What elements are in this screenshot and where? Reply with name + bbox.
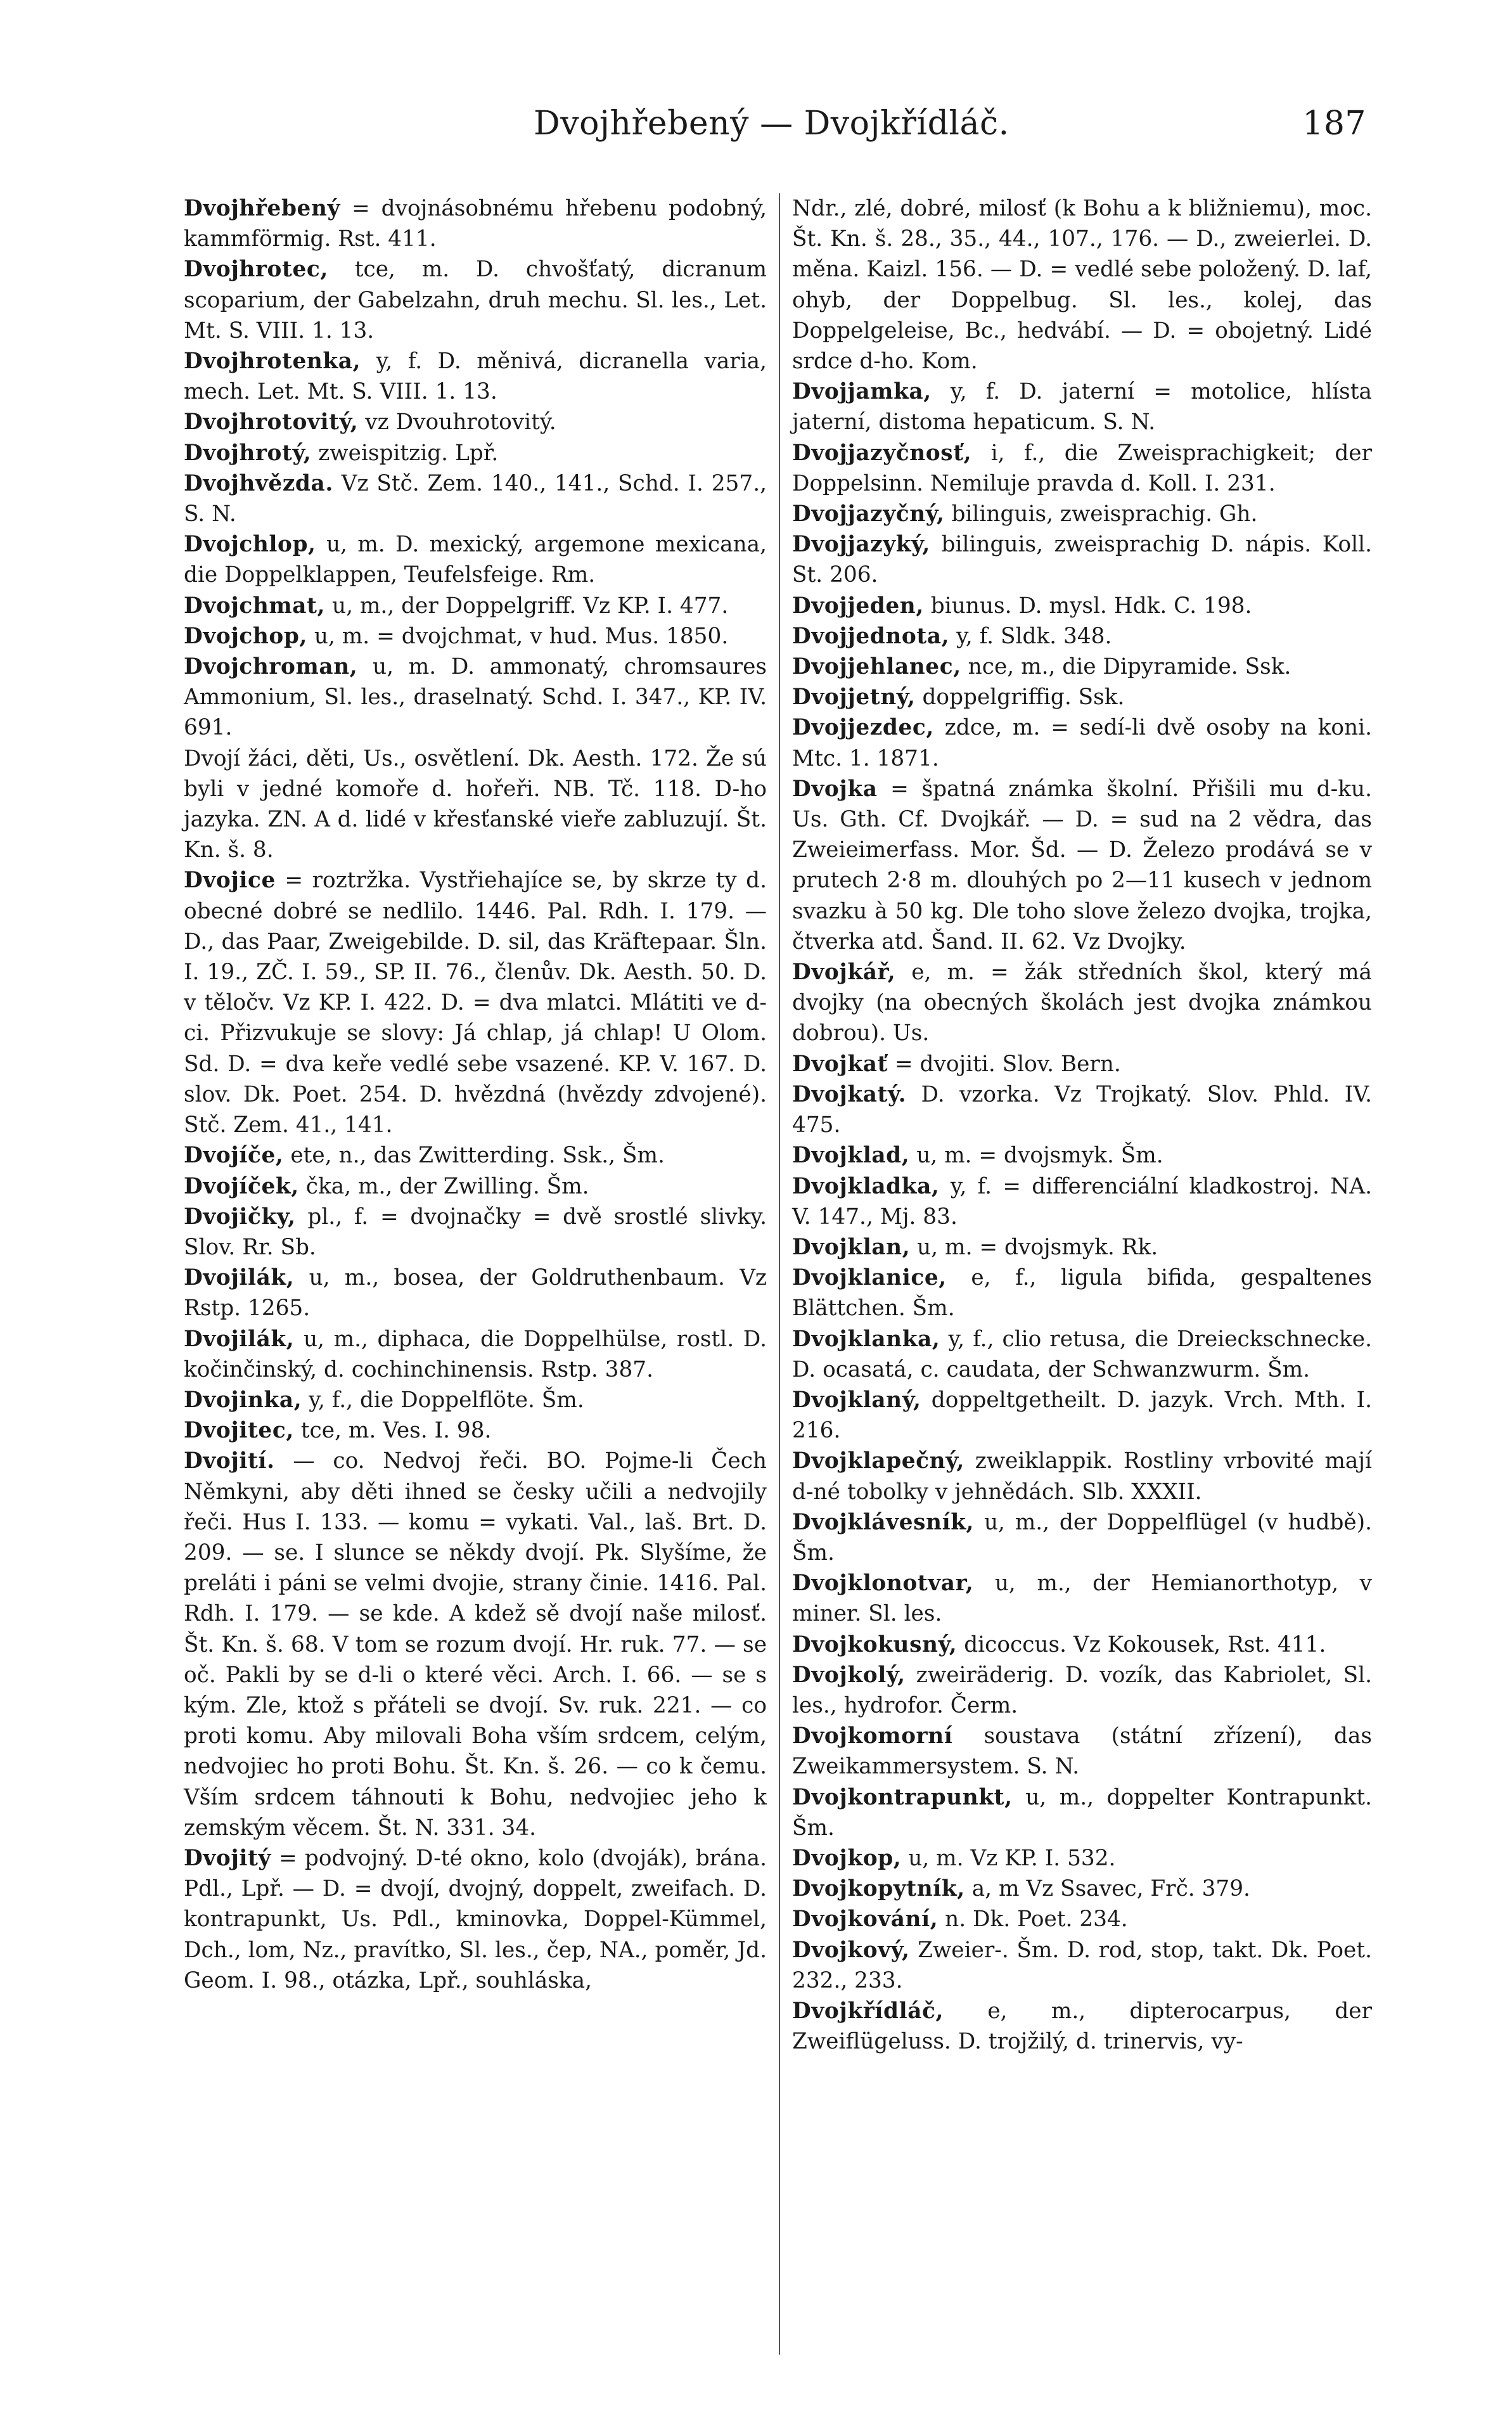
dictionary-entry: [792, 1385, 1372, 1446]
entry-headword: Dvojkať: [792, 1051, 888, 1077]
entry-definition: — co. Nedvoj řeči. BO. Pojme-li Čech Němkyni, aby děti ihned se česky učili a nedvojily řeči. Hus I. 133. — komu = vykati. Val., laš. Brt. D. 209. — se. I slunce se někdy dvojí. Pk. Slyšíme, že preláti i páni se velmi dvojie, strany činie. 1416. Pal. Rdh. I. 179. — se kde. A kdež sě dvojí naše milosť. Št. Kn. š. 68. V tom se rozum dvojí. Hr. ruk. 77. — se oč. Pakli by se d-li o které věci. Arch. I. 66. — se s kým. Zle, ktož s přáteli se dvojí. Sv. ruk. 221. — co proti komu. Aby milovali Boha vším srdcem, celým, nedvojiec ho proti Bohu. Št. Kn. š. 26. — co k čemu. Vším srdcem táhnouti k Bohu, nedvojiec jeho k zemským věcem. Št. N. 331. 34.: [184, 1448, 767, 1841]
dictionary-entry: [792, 193, 1372, 376]
running-title: Dvojhřebený — Dvojkřídláč.: [534, 105, 1009, 143]
dictionary-entry: [184, 1415, 767, 1446]
entry-headword: Dvojklapečný,: [792, 1448, 964, 1474]
dictionary-entry: [184, 1843, 767, 1996]
entry-headword: Dvojklanka,: [792, 1326, 940, 1352]
entry-headword: Dvojjazyčnosť,: [792, 440, 972, 466]
entry-definition: dicoccus. Vz Kokousek, Rst. 411.: [957, 1631, 1326, 1657]
dictionary-entry: [792, 712, 1372, 773]
entry-headword: Dvojhvězda.: [184, 470, 333, 496]
entry-definition: u, m. = dvojsmyk. Rk.: [910, 1234, 1158, 1260]
entry-definition: pl., f. = dvojnačky = dvě srostlé slivky. Slov. Rr. Sb.: [184, 1204, 767, 1260]
entry-definition: u, m. = dvojchmat, v hud. Mus. 1850.: [307, 623, 729, 649]
entry-headword: Dvojičky,: [184, 1204, 296, 1230]
entry-headword: Dvojklaný,: [792, 1387, 921, 1413]
entry-definition: = dvojiti. Slov. Bern.: [887, 1051, 1121, 1077]
entry-definition: = roztržka. Vystřiehajíce se, by skrze ty d. obecné dobré se nedlilo. 1446. Pal. Rdh. I. 179. — D., das Paar, Zweigebilde. D. sil, das Kräftepaar. Šln. I. 19., ZČ. I. 59., SP. II. 76., členův. Dk. Aesth. 50. D. v těločv. Vz KP. I. 422. D. = dva mlatci. Mlátiti ve d-ci. Přizvukuje se slovy: Já chlap, já chlap! U Olom. Sd. D. = dva keře vedlé sebe vsazené. KP. V. 167. D. slov. Dk. Poet. 254. D. hvězdná (hvězdy zdvojené). Stč. Zem. 41., 141.: [184, 868, 767, 1138]
entry-headword: Dvojhrotenka,: [184, 349, 361, 375]
dictionary-entry: [184, 346, 767, 407]
dictionary-entry: [184, 1140, 767, 1171]
entry-definition: Zweier-. Šm. D. rod, stop, takt. Dk. Poet. 232., 233.: [792, 1937, 1372, 1993]
dictionary-entry: [792, 621, 1372, 652]
entry-headword: Dvojití.: [184, 1448, 275, 1474]
entry-definition: Vz Stč. Zem. 140., 141., Schd. I. 257., S. N.: [184, 470, 767, 527]
dictionary-entry: [792, 1507, 1372, 1568]
entry-headword: Dvojjazyký,: [792, 532, 930, 558]
entry-headword: Dvojhrotec,: [184, 257, 328, 283]
entry-definition: u, m., doppelter Kontrapunkt. Šm.: [792, 1784, 1372, 1841]
dictionary-entry: [792, 1324, 1372, 1385]
entry-headword: Dvojice: [184, 868, 276, 894]
entry-headword: Dvojka: [792, 776, 878, 802]
entry-headword: Dvojchroman,: [184, 654, 358, 680]
entry-definition: y, f. D. měnivá, dicranella varia, mech. Let. Mt. S. VIII. 1. 13.: [184, 349, 767, 405]
dictionary-entry: [792, 1935, 1372, 1996]
entry-headword: Dvojklávesník,: [792, 1509, 975, 1535]
entry-definition: ete, n., das Zwitterding. Ssk., Šm.: [283, 1143, 665, 1169]
dictionary-entry: [792, 1079, 1372, 1140]
page-number: 187: [1302, 105, 1366, 143]
dictionary-entry: [184, 193, 767, 254]
dictionary-entry: [792, 1630, 1372, 1660]
dictionary-entry: [184, 865, 767, 1140]
entry-definition: i, f., die Zweisprachigkeit; der Doppelsinn. Nemiluje pravda d. Koll. I. 231.: [792, 440, 1372, 496]
entry-headword: Dvojíček,: [184, 1173, 299, 1199]
dictionary-entry: [792, 1660, 1372, 1721]
entry-headword: Dvojkop,: [792, 1845, 902, 1871]
entry-headword: Dvojchop,: [184, 623, 307, 649]
dictionary-entry: [792, 652, 1372, 682]
entry-definition: u, m. D. ammonatý, chromsaures Ammonium, Sl. les., draselnatý. Schd. I. 347., KP. IV. 691.: [184, 654, 767, 741]
dictionary-entry: [184, 254, 767, 346]
dictionary-entry: [792, 376, 1372, 437]
entry-headword: Dvojkolý,: [792, 1662, 906, 1688]
entry-definition: bilinguis, zweisprachig D. nápis. Koll. St. 206.: [792, 532, 1372, 588]
entry-definition: e, f., ligula bifida, gespaltenes Blättchen. Šm.: [792, 1265, 1372, 1322]
dictionary-entry: [792, 1996, 1372, 2057]
right-column: [792, 193, 1372, 2057]
entry-headword: Dvojhřebený: [184, 196, 341, 221]
entry-definition: u, m., diphaca, die Doppelhülse, rostl. D. kočinčinský, d. cochinchinensis. Rstp. 387.: [184, 1326, 767, 1382]
dictionary-entry: [792, 529, 1372, 590]
entry-definition: čka, m., der Zwilling. Šm.: [298, 1173, 589, 1199]
entry-headword: Dvojjazyčný,: [792, 501, 945, 527]
entry-headword: Dvojklad,: [792, 1143, 910, 1169]
entry-definition: u, m. = dvojsmyk. Šm.: [909, 1143, 1163, 1169]
dictionary-entry: [184, 438, 767, 468]
entry-definition: u, m. D. mexický, argemone mexicana, die Doppelklappen, Teufelsfeige. Rm.: [184, 532, 767, 588]
dictionary-entry: [792, 1171, 1372, 1232]
entry-definition: y, f. D. jaterní = motolice, hlísta jaterní, distoma hepaticum. S. N.: [792, 379, 1372, 435]
dictionary-entry: [792, 1904, 1372, 1934]
entry-definition: soustava (státní zřízení), das Zweikammersystem. S. N.: [792, 1723, 1372, 1780]
entry-definition: y, f., die Doppelflöte. Šm.: [302, 1387, 584, 1413]
dictionary-entry: [792, 1874, 1372, 1904]
entry-headword: Dvojchmat,: [184, 593, 326, 619]
running-header: [184, 105, 1366, 155]
entry-headword: Dvojkontrapunkt,: [792, 1784, 1013, 1810]
entry-headword: Dvojjehlanec,: [792, 654, 961, 680]
entry-definition: biunus. D. mysl. Hdk. C. 198.: [923, 593, 1252, 619]
entry-headword: Dvojinka,: [184, 1387, 302, 1413]
entry-headword: Dvojklan,: [792, 1234, 911, 1260]
column-divider: [779, 193, 780, 2355]
entry-headword: Dvojklonotvar,: [792, 1571, 974, 1597]
dictionary-entry: [184, 1446, 767, 1843]
entry-headword: Dvojkový,: [792, 1937, 910, 1963]
entry-headword: Dvojitec,: [184, 1418, 294, 1444]
entry-headword: Dvojkatý.: [792, 1081, 907, 1107]
entry-headword: Dvojjeden,: [792, 593, 924, 619]
dictionary-entry: [792, 1140, 1372, 1171]
dictionary-entry: [792, 438, 1372, 499]
dictionary-entry: [792, 1568, 1372, 1629]
entry-headword: Dvojkování,: [792, 1907, 939, 1933]
dictionary-entry: [184, 621, 767, 652]
entry-headword: Dvojilák,: [184, 1265, 295, 1291]
dictionary-entry: [792, 957, 1372, 1049]
entry-headword: Dvojilák,: [184, 1326, 295, 1352]
entry-definition: e, m. = žák středních škol, který má dvojky (na obecných školách jest dvojka známkou dobrou). Us.: [792, 960, 1372, 1046]
entry-definition: y, f. = differenciální kladkostroj. NA. V. 147., Mj. 83.: [792, 1173, 1372, 1230]
entry-definition: D. vzorka. Vz Trojkatý. Slov. Phld. IV. 475.: [792, 1081, 1372, 1138]
entry-headword: Dvojhrotovitý,: [184, 409, 359, 435]
entry-definition: a, m Vz Ssavec, Frč. 379.: [964, 1876, 1250, 1902]
entry-definition: tce, m. Ves. I. 98.: [293, 1418, 492, 1444]
dictionary-entry: [792, 774, 1372, 957]
dictionary-entry: [184, 1171, 767, 1202]
entry-definition: = podvojný. D-té okno, kolo (dvoják), brána. Pdl., Lpř. — D. = dvojí, dvojný, doppelt, zweifach. D. kontrapunkt, Us. Pdl., kminovka, Doppel-Kümmel, Dch., lom, Nz., pravítko, Sl. les., čep, NA., poměr, Jd. Geom. I. 98., otázka, Lpř., souhláska,: [184, 1845, 767, 1993]
entry-definition: vz Dvouhrotovitý.: [358, 409, 556, 435]
entry-headword: Dvojíče,: [184, 1143, 284, 1169]
entry-definition: doppeltgetheilt. D. jazyk. Vrch. Mth. I. 216.: [792, 1387, 1372, 1444]
dictionary-entry: [184, 407, 767, 437]
dictionary-entry: [184, 743, 767, 866]
entry-definition: u, m., der Doppelflügel (v hudbě). Šm.: [792, 1509, 1372, 1566]
dictionary-entry: [792, 1446, 1372, 1507]
dictionary-entry: [184, 529, 767, 590]
entry-definition: Dvojí žáci, děti, Us., osvětlení. Dk. Aesth. 172. Že sú byli v jedné komoře d. hořeři. NB. Tč. 118. D-ho jazyka. ZN. A d. lidé v křesťanské vieře zabluzují. Št. Kn. š. 8.: [184, 745, 767, 863]
dictionary-entry: [184, 1324, 767, 1385]
entry-headword: Dvojkopytník,: [792, 1876, 965, 1902]
dictionary-entry: [792, 1263, 1372, 1323]
dictionary-entry: [184, 1263, 767, 1323]
entry-headword: Dvojjezdec,: [792, 715, 934, 741]
entry-definition: zweiklappik. Rostliny vrbovité mají d-né tobolky v jehnědách. Slb. XXXII.: [792, 1448, 1372, 1505]
entry-definition: zweiräderig. D. vozík, das Kabriolet, Sl. les., hydrofor. Čerm.: [792, 1662, 1372, 1718]
entry-definition: tce, m. D. chvošťatý, dicranum scoparium, der Gabelzahn, druh mechu. Sl. les., Let. Mt. S. VIII. 1. 13.: [184, 257, 767, 344]
entry-definition: u, m., bosea, der Goldruthenbaum. Vz Rstp. 1265.: [184, 1265, 767, 1322]
entry-headword: Dvojchlop,: [184, 532, 316, 558]
entry-headword: Dvojkokusný,: [792, 1631, 958, 1657]
dictionary-entry: [792, 1232, 1372, 1263]
dictionary-entry: [792, 499, 1372, 529]
dictionary-entry: [792, 682, 1372, 712]
entry-headword: Dvojjamka,: [792, 379, 932, 405]
entry-headword: Dvojjetný,: [792, 685, 916, 711]
entry-definition: u, m. Vz KP. I. 532.: [901, 1845, 1116, 1871]
entry-headword: Dvojkomorní: [792, 1723, 953, 1749]
entry-headword: Dvojhrotý,: [184, 440, 312, 466]
entry-definition: bilinguis, zweisprachig. Gh.: [944, 501, 1258, 527]
entry-headword: Dvojklanice,: [792, 1265, 947, 1291]
dictionary-entry: [184, 652, 767, 743]
dictionary-entry: [792, 1843, 1372, 1874]
dictionary-entry: [184, 1385, 767, 1415]
entry-headword: Dvojkář,: [792, 960, 896, 986]
dictionary-entry: [184, 1202, 767, 1263]
entry-definition: zdce, m. = sedí-li dvě osoby na koni. Mtc. 1. 1871.: [792, 715, 1372, 771]
entry-definition: y, f. Sldk. 348.: [949, 623, 1112, 649]
entry-definition: u, m., der Doppelgriff. Vz KP. I. 477.: [325, 593, 729, 619]
entry-headword: Dvojkřídláč,: [792, 1998, 944, 2024]
entry-definition: doppelgriffig. Ssk.: [915, 685, 1125, 711]
entry-headword: Dvojkladka,: [792, 1173, 940, 1199]
dictionary-entry: [792, 1721, 1372, 1782]
entry-definition: nce, m., die Dipyramide. Ssk.: [961, 654, 1291, 680]
entry-definition: u, m., der Hemianorthotyp, v miner. Sl. les.: [792, 1571, 1372, 1627]
entry-definition: = dvojnásobnému hřebenu podobný, kammförmig. Rst. 411.: [184, 196, 767, 252]
dictionary-entry: [792, 591, 1372, 621]
dictionary-entry: [184, 591, 767, 621]
dictionary-entry: [792, 1049, 1372, 1079]
dictionary-entry: [792, 1782, 1372, 1843]
entry-headword: Dvojjednota,: [792, 623, 950, 649]
entry-definition: y, f., clio retusa, die Dreieckschnecke. D. ocasatá, c. caudata, der Schwanzwurm. Šm.: [792, 1326, 1372, 1382]
entry-definition: n. Dk. Poet. 234.: [938, 1907, 1128, 1933]
entry-definition: = špatná známka školní. Přišili mu d-ku. Us. Gth. Cf. Dvojkář. — D. = sud na 2 vědra, das Zweieimerfass. Mor. Šd. — D. Železo prodává se v prutech 2·8 m. dlouhých po 2—11 kusech v jednom svazku à 50 kg. Dle toho slove železo dvojka, trojka, čtverka atd. Šand. II. 62. Vz Dvojky.: [792, 776, 1372, 955]
entry-definition: zweispitzig. Lpř.: [311, 440, 499, 466]
dictionary-entry: [184, 468, 767, 529]
entry-definition: Ndr., zlé, dobré, milosť (k Bohu a k bližniemu), moc. Št. Kn. š. 28., 35., 44., 107., 176. — D., zweierlei. D. měna. Kaizl. 156. — D. = vedlé sebe položený. D. laf, ohyb, der Doppelbug. Sl. les., kolej, das Doppelgeleise, Bc., hedvábí. — D. = obojetný. Lidé srdce d-ho. Kom.: [792, 196, 1372, 375]
entry-definition: e, m., dipterocarpus, der Zweiflügeluss. D. trojžilý, d. trinervis, vy-: [792, 1998, 1372, 2055]
entry-headword: Dvojitý: [184, 1845, 271, 1871]
left-column: [184, 193, 767, 1996]
